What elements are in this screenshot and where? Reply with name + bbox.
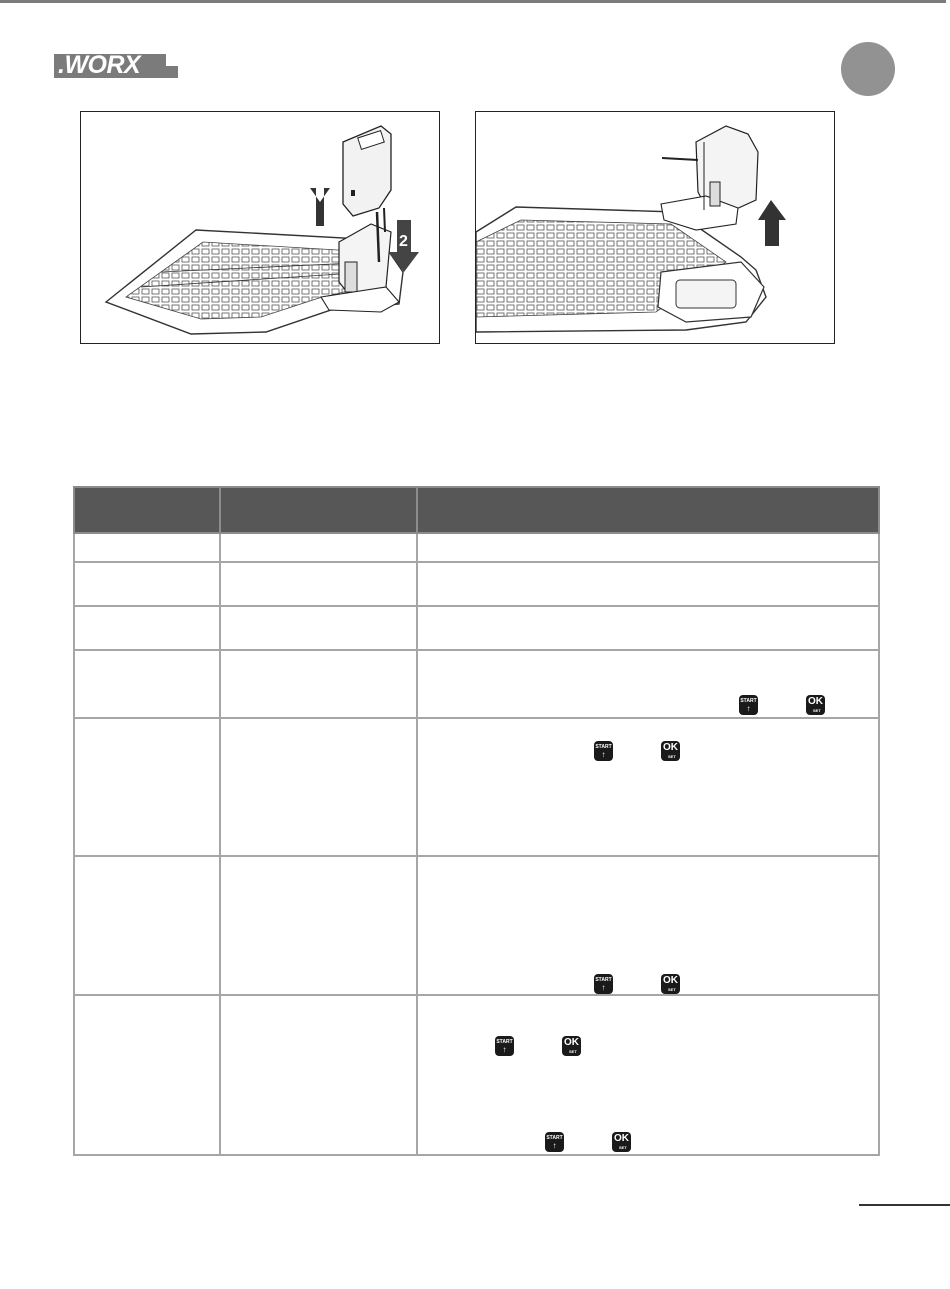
table-cell <box>74 856 220 995</box>
table-cell <box>220 606 417 650</box>
start-key-icon: START ↑ <box>594 741 613 761</box>
table-cell <box>220 995 417 1155</box>
table-cell <box>74 650 220 718</box>
table-cell <box>417 562 879 606</box>
table-cell <box>417 533 879 562</box>
worx-logo <box>54 51 178 79</box>
charging-base-illustration-2 <box>476 112 833 342</box>
table-row <box>74 718 879 856</box>
table-cell <box>74 562 220 606</box>
ok-set-key-icon: OK SET <box>808 696 823 713</box>
page-number-rule <box>859 1204 950 1206</box>
table-cell <box>74 606 220 650</box>
ok-set-key-icon: OK SET <box>663 975 678 992</box>
step-number: 2 <box>399 233 408 250</box>
table-cell <box>220 856 417 995</box>
start-key-icon: START ↑ <box>495 1036 514 1056</box>
table-cell <box>220 718 417 856</box>
logo-corner <box>166 54 178 66</box>
table-row <box>74 650 879 718</box>
ok-set-key-icon: OK SET <box>614 1133 629 1150</box>
table-cell <box>74 718 220 856</box>
table-row <box>74 533 879 562</box>
top-rule <box>0 0 946 3</box>
table-cell <box>74 533 220 562</box>
table-header-cell <box>220 487 417 533</box>
ok-set-key-icon: OK SET <box>663 742 678 759</box>
table-header-cell <box>417 487 879 533</box>
table-cell <box>417 606 879 650</box>
start-key-icon: START ↑ <box>594 974 613 994</box>
charging-base-illustration-1 <box>81 112 438 342</box>
table-cell <box>220 650 417 718</box>
table-cell <box>74 995 220 1155</box>
table-cell <box>417 650 879 718</box>
table-cell <box>417 995 879 1155</box>
table-header-cell <box>74 487 220 533</box>
table-row <box>74 606 879 650</box>
table-cell <box>220 562 417 606</box>
table-row <box>74 995 879 1155</box>
table-row <box>74 562 879 606</box>
ok-set-key-icon: OK SET <box>564 1037 579 1054</box>
table-row <box>74 856 879 995</box>
table-cell <box>220 533 417 562</box>
table-cell <box>417 856 879 995</box>
logo-text: .WORX <box>58 51 141 79</box>
start-key-icon: START ↑ <box>545 1132 564 1152</box>
language-tab-circle <box>841 42 895 96</box>
table-header-row <box>74 487 879 533</box>
table-cell <box>417 718 879 856</box>
start-key-icon: START ↑ <box>739 695 758 715</box>
troubleshooting-table <box>73 486 880 1156</box>
figure-remove-cover <box>80 111 440 344</box>
figure-lift-charging-station <box>475 111 835 344</box>
